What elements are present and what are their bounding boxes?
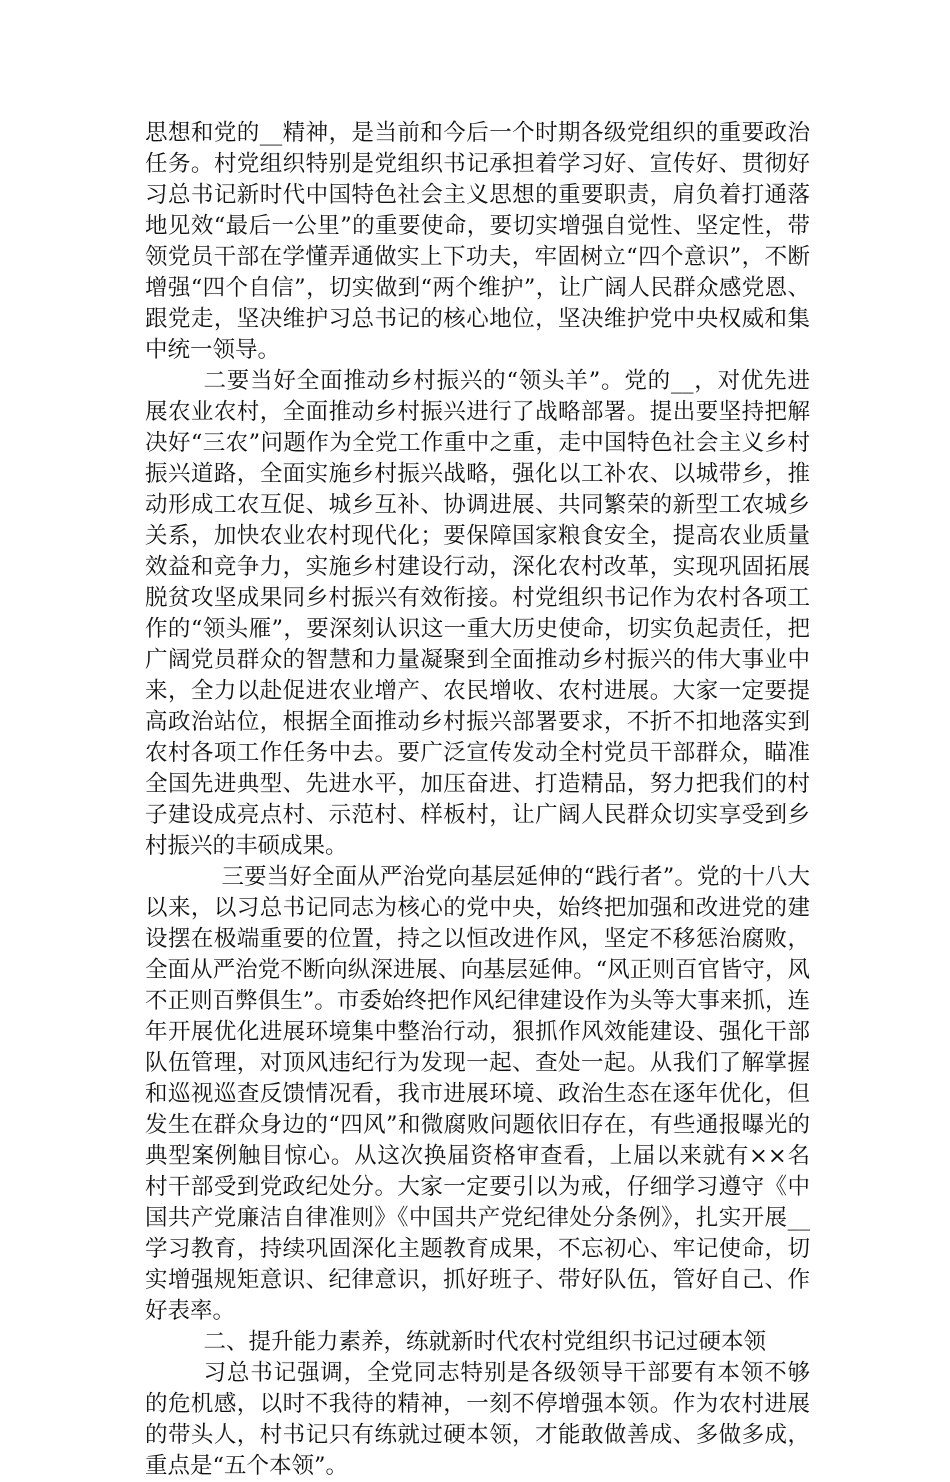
document-body xyxy=(145,118,810,1482)
paragraph-rural-revitalization: 二要当好全面推动乡村振兴的“领头羊”。党的__，对优先进展农业农村，全面推动乡村振兴进行了战略部署。提出要坚持把解决好“三农”问题作为全党工作重中之重，走中国特色社会主义乡村振兴道路，全面实施乡村振兴战略，强化以工补农、以城带乡，推动形成工农互促、城乡互补、协调进展、共同繁荣的新型工农城乡关系，加快农业农村现代化；要保障国家粮食安全，提高农业质量效益和竞争力，实施乡村建设行动，深化农村改革，实现巩固拓展脱贫攻坚成果同乡村振兴有效衔接。村党组织书记作为农村各项工作的“领头雁”，要深刻认识这一重大历史使命，切实负起责任，把广阔党员群众的智慧和力量凝聚到全面推动乡村振兴的伟大事业中来，全力以赴促进农业增产、农民增收、农村进展。大家一定要提高政治站位，根据全面推动乡村振兴部署要求，不折不扣地落实到农村各项工作任务中去。要广泛宣传发动全村党员干部群众，瞄准全国先进典型、先进水平，加压奋进、打造精品，努力把我们的村子建设成亮点村、示范村、样板村，让广阔人民群众切实享受到乡村振兴的丰硕成果。 xyxy=(145,368,810,859)
paragraph-five-abilities: 习总书记强调，全党同志特别是各级领导干部要有本领不够的危机感，以时不我待的精神，一刻不停增强本领。作为农村进展的带头人，村书记只有练就过硬本领，才能敢做善成、多做多成，重点是“五个本领”。 xyxy=(145,1360,810,1479)
paragraph-strict-governance: 三要当好全面从严治党向基层延伸的“践行者”。党的十八大以来，以习总书记同志为核心的党中央，始终把加强和改进党的建设摆在极端重要的位置，持之以恒改进作风，坚定不移惩治腐败，全面从严治党不断向纵深进展、向基层延伸。“风正则百官皆守，风不正则百弊俱生”。市委始终把作风纪律建设作为头等大事来抓，连年开展优化进展环境集中整治行动，狠抓作风效能建设、强化干部队伍管理，对顶风违纪行为发现一起、查处一起。从我们了解掌握和巡视巡查反馈情况看，我市进展环境、政治生态在逐年优化，但发生在群众身边的“四风”和微腐败问题依旧存在，有些通报曝光的典型案例触目惊心。从这次换届资格审查看，上届以来就有××名村干部受到党政纪处分。大家一定要引以为戒，仔细学习遵守《中国共产党廉洁自律准则》《中国共产党纪律处分条例》，扎实开展__学习教育，持续巩固深化主题教育成果，不忘初心、牢记使命，切实增强规矩意识、纪律意识，抓好班子、带好队伍，管好自己、作好表率。 xyxy=(145,864,810,1324)
paragraph-ideology-task: 思想和党的__精神，是当前和今后一个时期各级党组织的重要政治任务。村党组织特别是党组织书记承担着学习好、宣传好、贯彻好习总书记新时代中国特色社会主义思想的重要职责，肩负着打通落地见效“最后一公里”的重要使命，要切实增强自觉性、坚定性，带领党员干部在学懂弄通做实上下功夫，牢固树立“四个意识”，不断增强“四个自信”，切实做到“两个维护”，让广阔人民群众感党恩、跟党走，坚决维护习总书记的核心地位，坚决维护党中央权威和集中统一领导。 xyxy=(145,120,810,363)
section-heading-ability: 二、提升能力素养，练就新时代农村党组织书记过硬本领 xyxy=(203,1329,767,1355)
